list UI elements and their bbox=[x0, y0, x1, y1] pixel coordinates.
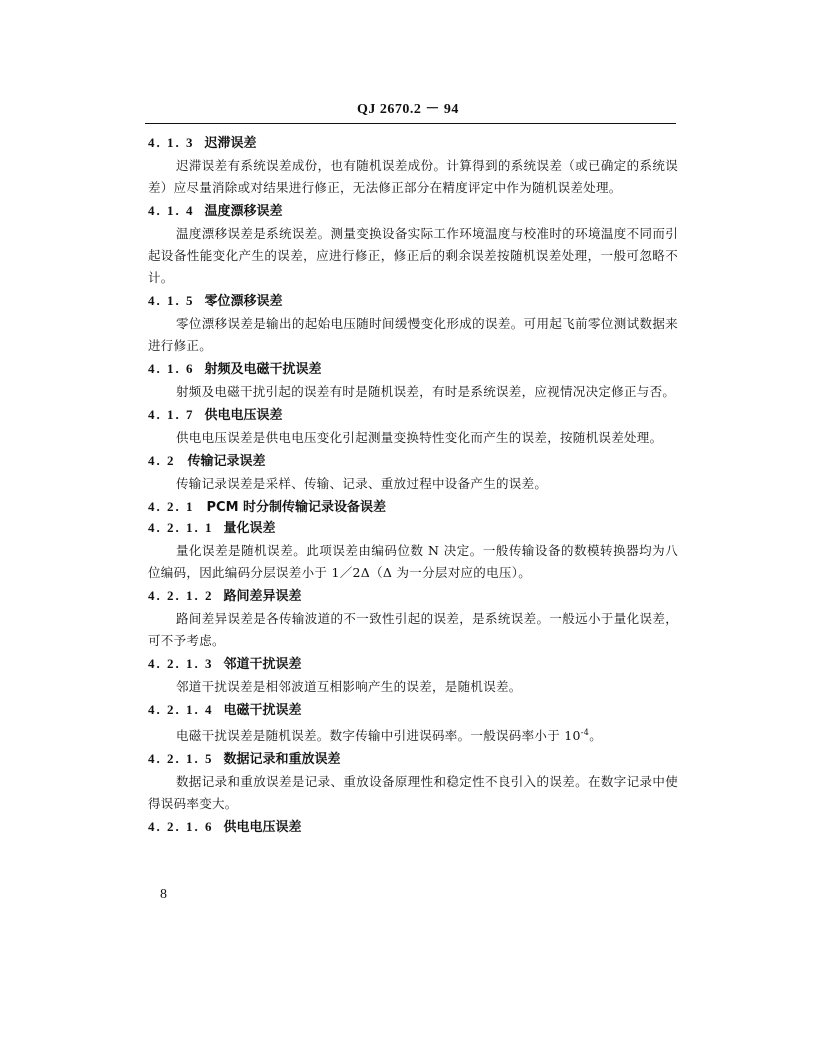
heading-4-1-4: 4. 1. 4 温度漂移误差 bbox=[148, 203, 283, 219]
heading-4-2-1-3: 4. 2. 1. 3 邻道干扰误差 bbox=[148, 656, 302, 672]
paragraph-4-2-1-3: 邻道干扰误差是相邻波道互相影响产生的误差，是随机误差。 bbox=[176, 679, 522, 694]
page-number: 8 bbox=[160, 887, 167, 902]
paragraph-4-2-1-2: 路间差异误差是各传输波道的不一致性引起的误差，是系统误差。一般远小于量化误差，可不予考虑。 bbox=[148, 611, 678, 648]
heading-4-1-7: 4. 1. 7 供电电压误差 bbox=[148, 407, 283, 423]
heading-4-2-1-4: 4. 2. 1. 4 电磁干扰误差 bbox=[148, 702, 302, 718]
heading-4-2-1-5: 4. 2. 1. 5 数据记录和重放误差 bbox=[148, 751, 341, 768]
heading-4-1-5: 4. 1. 5 零位漂移误差 bbox=[148, 293, 283, 309]
paragraph-4-2-1-5: 数据记录和重放误差是记录、重放设备原理性和稳定性不良引入的误差。在数字记录中使得误码率变大。 bbox=[148, 774, 678, 812]
paragraph-4-1-6: 射频及电磁干扰引起的误差有时是随机误差，有时是系统误差，应视情况决定修正与否。 bbox=[176, 384, 676, 399]
heading-4-2: 4. 2 传输记录误差 bbox=[148, 453, 266, 469]
document-header: QJ 2670.2 － 94 bbox=[357, 102, 459, 117]
paragraph-4-1-3: 迟滞误差有系统误差成份，也有随机误差成份。计算得到的系统误差（或已确定的系统误差）应尽量消除或对结果进行修正，无法修正部分在精度评定中作为随机误差处理。 bbox=[148, 158, 678, 195]
header-rule bbox=[145, 123, 676, 124]
paragraph-4-1-7: 供电电压误差是供电电压变化引起测量变换特性变化而产生的误差，按随机误差处理。 bbox=[176, 430, 663, 445]
paragraph-4-2-1-1: 量化误差是随机误差。此项误差由编码位数 N 决定。一般传输设备的数模转换器均为八位编码，因此编码分层误差小于 1／2Δ（Δ 为一分层对应的电压）。 bbox=[148, 543, 678, 580]
heading-4-2-1: 4. 2. 1 PCM 时分制传输记录设备误差 bbox=[148, 499, 387, 515]
heading-4-2-1-6: 4. 2. 1. 6 供电电压误差 bbox=[148, 819, 302, 836]
heading-4-1-3: 4. 1. 3 迟滞误差 bbox=[148, 135, 257, 151]
document-body bbox=[148, 131, 678, 839]
paragraph-4-2: 传输记录误差是采样、传输、记录、重放过程中设备产生的误差。 bbox=[176, 476, 548, 491]
paragraph-4-2-1-4: 电磁干扰误差是随机误差。数字传输中引进误码率。一般误码率小于 $10^{-4}$。 bbox=[176, 728, 602, 744]
heading-4-2-1-1: 4. 2. 1. 1 量化误差 bbox=[148, 520, 276, 536]
heading-4-2-1-2: 4. 2. 1. 2 路间差异误差 bbox=[148, 588, 302, 604]
exponent: -4 bbox=[580, 728, 590, 737]
heading-4-1-6: 4. 1. 6 射频及电磁干扰误差 bbox=[148, 361, 322, 377]
paragraph-4-1-5: 零位漂移误差是输出的起始电压随时间缓慢变化形成的误差。可用起飞前零位测试数据来进行修正。 bbox=[148, 316, 678, 353]
paragraph-4-1-4: 温度漂移误差是系统误差。测量变换设备实际工作环境温度与校准时的环境温度不同而引起设备性能变化产生的误差，应进行修正，修正后的剩余误差按随机误差处理，一般可忽略不计。 bbox=[148, 226, 678, 285]
